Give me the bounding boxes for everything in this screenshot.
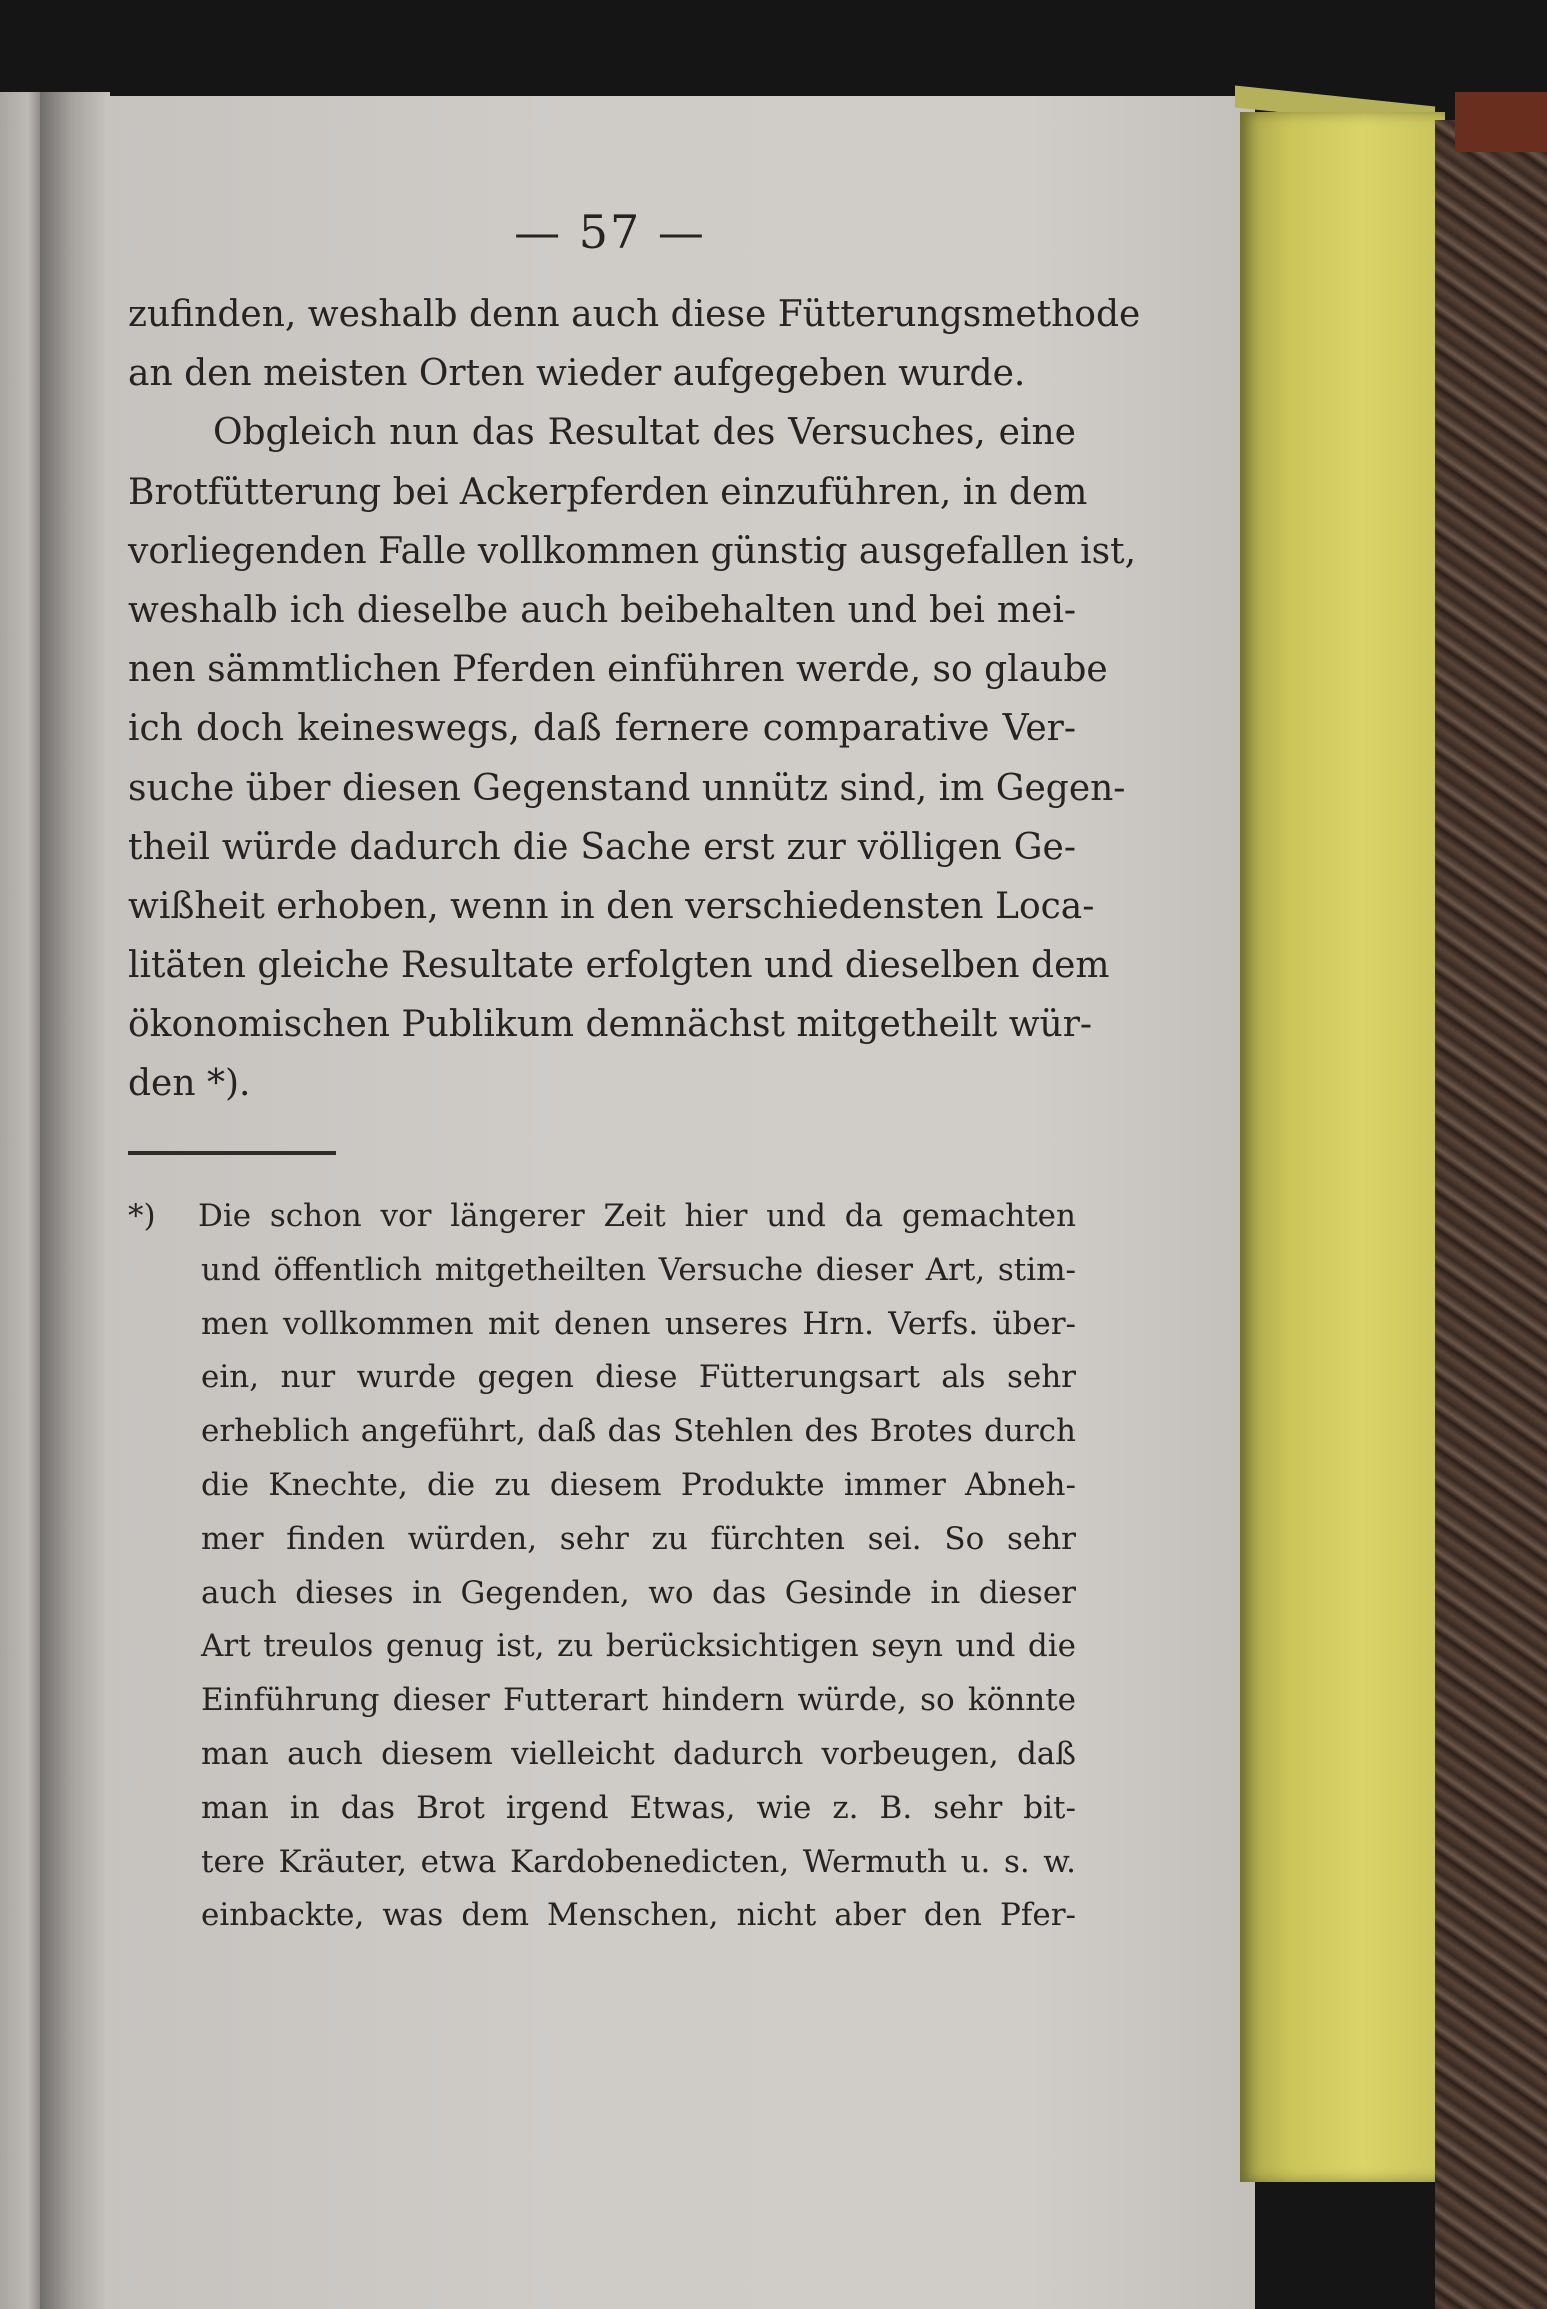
page-number: — 57 — bbox=[514, 205, 706, 259]
body-line: suche über diesen Gegenstand unnütz sind, im Gegen- bbox=[128, 767, 1126, 809]
body-line: vorliegenden Falle vollkommen günstig ausgefallen ist, bbox=[128, 530, 1137, 572]
leather-corner bbox=[1455, 92, 1547, 152]
body-line: ökonomischen Publikum demnächst mitgetheilt wür- bbox=[128, 1004, 1093, 1046]
footnote-line: erheblich angeführt, daß das Stehlen des Brotes durch bbox=[201, 1413, 1076, 1450]
footnote-line bbox=[128, 1190, 1076, 1244]
body-line: Obgleich nun das Resultat des Versuches, eine bbox=[213, 412, 1076, 454]
footnote-line: man auch diesem vielleicht dadurch vorbeugen, daß bbox=[201, 1735, 1076, 1772]
footnote-line: man in das Brot irgend Etwas, wie z. B. sehr bit- bbox=[201, 1789, 1076, 1826]
footnote-line: einbackte, was dem Menschen, nicht aber den Pfer- bbox=[201, 1897, 1076, 1934]
footnote-line: und öffentlich mitgetheilten Versuche dieser Art, stim- bbox=[201, 1251, 1076, 1288]
body-line: nen sämmtlichen Pferden einführen werde, so glaube bbox=[128, 649, 1108, 691]
footnote-line: die Knechte, die zu diesem Produkte immer Abneh- bbox=[201, 1466, 1076, 1503]
footnote bbox=[128, 1190, 1076, 1943]
footnote-line: mer finden würden, sehr zu fürchten sei. So sehr bbox=[201, 1520, 1076, 1557]
footnote-line: tere Kräuter, etwa Kardobenedicten, Wermuth u. s. w. bbox=[201, 1843, 1076, 1880]
footnote-marker: *) bbox=[128, 1198, 156, 1234]
left-facing-page bbox=[0, 92, 40, 2309]
body-line: an den meisten Orten wieder aufgegeben wurde. bbox=[128, 353, 1026, 395]
footnote-separator bbox=[128, 1151, 336, 1155]
body-line: ich doch keineswegs, daß fernere comparative Ver- bbox=[128, 708, 1076, 750]
body-line: theil würde dadurch die Sache erst zur völligen Ge- bbox=[128, 826, 1076, 868]
book-gutter bbox=[40, 92, 110, 2309]
page-edges bbox=[1240, 112, 1445, 2182]
footnote-line-text: Die schon vor längerer Zeit hier und da gemachten bbox=[198, 1198, 1076, 1234]
footnote-line: ein, nur wurde gegen diese Fütterungsart als sehr bbox=[201, 1359, 1076, 1396]
body-line: den *). bbox=[128, 1063, 251, 1105]
body-line: wißheit erhoben, wenn in den verschiedensten Loca- bbox=[128, 885, 1095, 927]
body-line: weshalb ich dieselbe auch beibehalten und bei mei- bbox=[128, 589, 1076, 631]
footnote-line: men vollkommen mit denen unseres Hrn. Verfs. über- bbox=[201, 1305, 1076, 1342]
body-paragraphs bbox=[128, 285, 1141, 1114]
body-line: Brotfütterung bei Ackerpferden einzuführen, in dem bbox=[128, 471, 1088, 513]
footnote-line: auch dieses in Gegenden, wo das Gesinde in dieser bbox=[201, 1574, 1076, 1611]
body-line: zufinden, weshalb denn auch diese Fütterungsmethode bbox=[128, 294, 1141, 335]
body-line: litäten gleiche Resultate erfolgten und dieselben dem bbox=[128, 945, 1110, 987]
marbled-cover bbox=[1435, 120, 1547, 2309]
footnote-line: Einführung dieser Futterart hindern würde, so könnte bbox=[201, 1682, 1076, 1719]
footnote-line: Art treulos genug ist, zu berücksichtigen seyn und die bbox=[201, 1628, 1076, 1665]
